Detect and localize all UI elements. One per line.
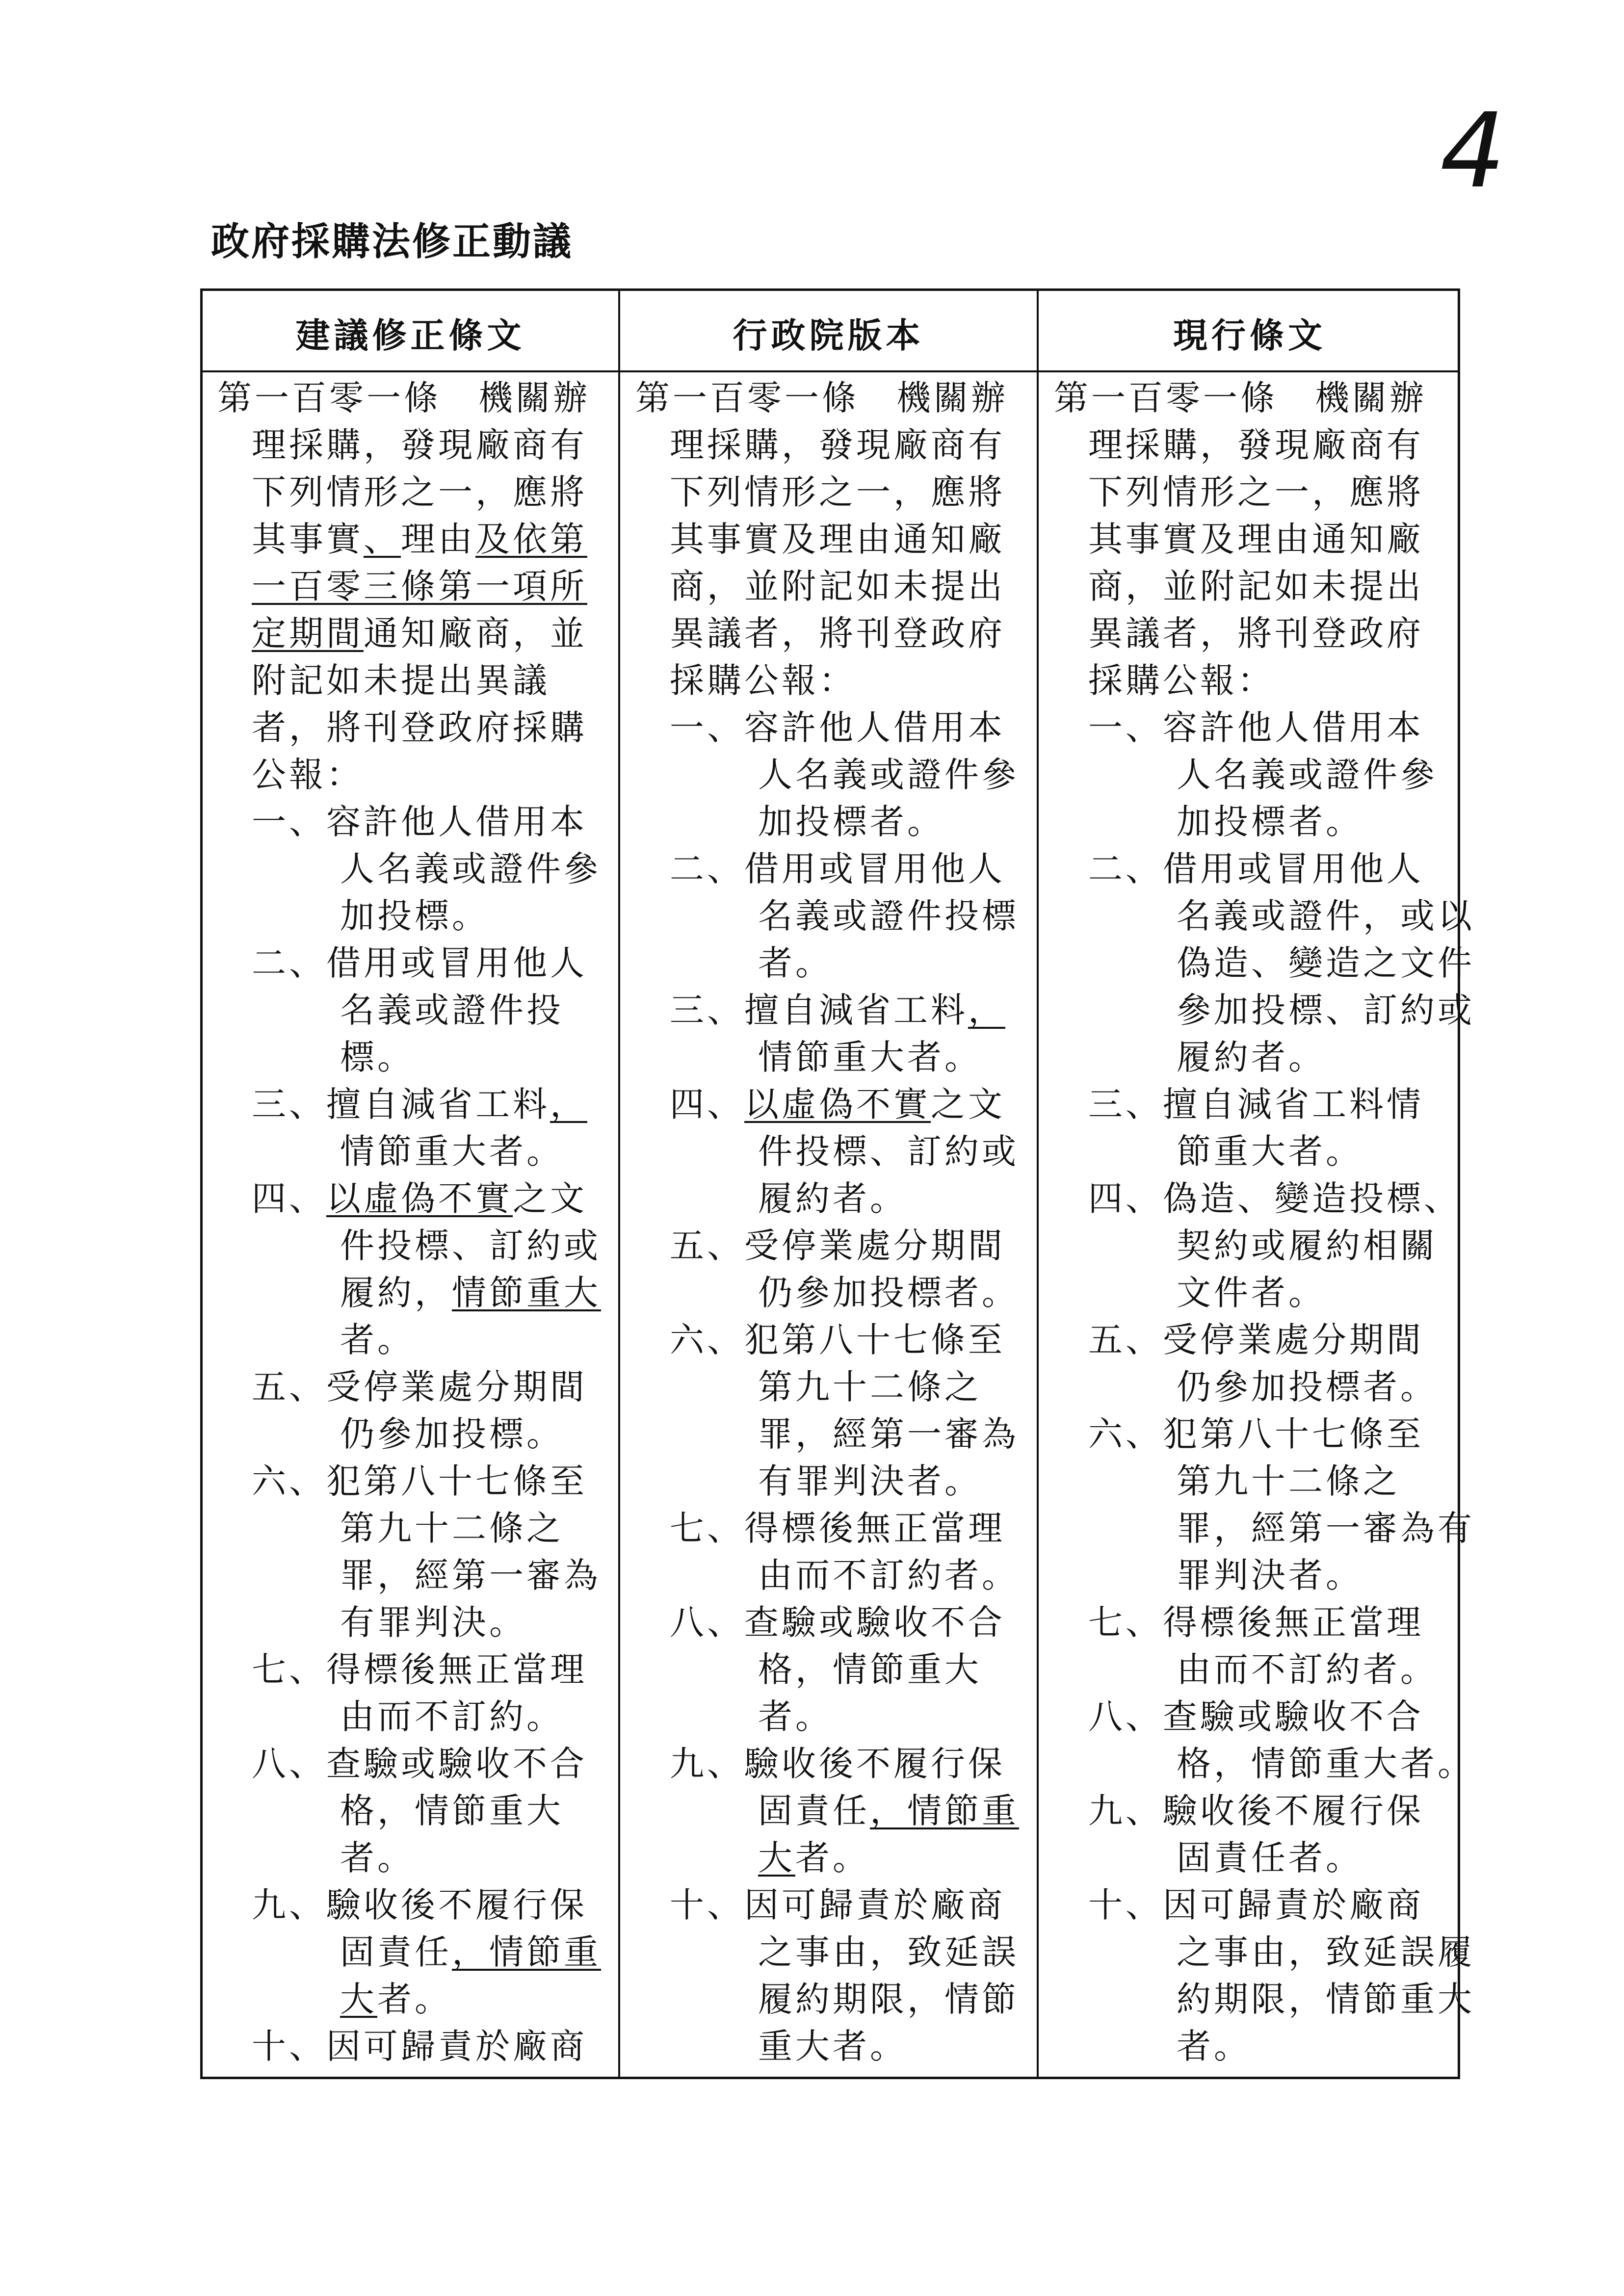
text-segment: 標。	[340, 1037, 415, 1077]
text-segment: 附記如未提出異議	[252, 660, 550, 701]
text-segment: 由而不訂約者。	[1177, 1649, 1438, 1690]
text-segment: 契約或履約相關	[1177, 1226, 1438, 1266]
page-number: 4	[1440, 91, 1506, 211]
text-segment: 加投標。	[340, 896, 489, 936]
text-segment: 情節重大者。	[340, 1131, 564, 1172]
text-segment: 商，並附記如未提出	[670, 566, 1005, 606]
amended-text: ，情節重	[452, 1932, 601, 1972]
article-text-line	[252, 421, 587, 469]
article-text-line	[252, 2023, 587, 2070]
article-text-line	[670, 563, 1005, 610]
article-text-line	[758, 892, 1019, 939]
article-text-line	[252, 1175, 587, 1222]
text-segment: 者。	[795, 1838, 870, 1878]
header-executive-yuan: 行政院版本	[733, 315, 924, 356]
article-text-line	[670, 1222, 1005, 1269]
article-text-line	[252, 563, 587, 610]
article-text-line	[758, 1976, 1019, 2023]
text-segment: 固責任	[340, 1932, 452, 1972]
amended-text: 一百零三條第一項所	[252, 566, 587, 606]
text-segment: 格，情節重大	[340, 1791, 564, 1831]
article-text-line	[340, 1222, 601, 1269]
article-text-line	[758, 1787, 1019, 1834]
text-segment: 理採購，發現廠商有	[252, 425, 587, 465]
text-segment: 三、擅自減省工料	[670, 990, 968, 1030]
comparison-table	[200, 288, 1475, 2079]
article-text-line	[340, 1976, 452, 2023]
article-text-line	[1088, 1175, 1461, 1222]
text-segment: 之文	[931, 1084, 1005, 1124]
article-text-line	[252, 751, 364, 798]
text-segment: 二、借用或冒用他人	[252, 943, 587, 983]
article-text-line	[340, 1505, 564, 1552]
article-text-line	[758, 1363, 982, 1410]
text-segment: 下列情形之一，應將	[670, 472, 1005, 512]
article-text-line	[758, 1929, 1019, 1976]
article-text-line	[670, 610, 1005, 657]
text-segment: 罪，經第一審為	[340, 1555, 601, 1595]
amended-text: 以虛偽不實	[326, 1178, 513, 1219]
article-text-line	[1088, 1693, 1424, 1740]
article-text-line	[1088, 1599, 1424, 1646]
text-segment: 履約者。	[758, 1178, 907, 1219]
text-segment: 第一百零一條 機關辦	[217, 378, 590, 418]
amended-text: 、	[364, 519, 401, 559]
article-text-line	[252, 1363, 587, 1410]
article-text-line	[1088, 1787, 1424, 1834]
article-text-line	[340, 1834, 415, 1881]
header-divider	[203, 370, 1458, 372]
article-text-line	[670, 421, 1005, 469]
article-text-line	[1177, 1505, 1475, 1552]
text-segment: 參加投標、訂約或	[1177, 990, 1475, 1030]
article-text-line	[1177, 1269, 1326, 1316]
article-text-line	[670, 1881, 1005, 1929]
article-text-line	[1177, 1646, 1438, 1693]
article-text-line	[758, 1458, 982, 1505]
article-text-line	[1177, 1222, 1438, 1269]
article-text-line	[670, 704, 1005, 751]
text-segment: 第九十二條之	[340, 1508, 564, 1548]
text-segment: 加投標者。	[758, 802, 944, 842]
article-text-line	[670, 1599, 1005, 1646]
text-segment: 件投標、訂約或	[758, 1131, 1019, 1172]
article-text-line	[758, 939, 833, 987]
text-segment: 之事由，致延誤履	[1177, 1932, 1475, 1972]
text-segment: 偽造、變造之文件	[1177, 943, 1475, 983]
text-segment: 者。	[340, 1320, 415, 1360]
article-text-line	[1088, 1881, 1424, 1929]
article-text-line	[1177, 1458, 1400, 1505]
text-segment: 六、犯第八十七條至	[670, 1320, 1005, 1360]
article-text-line	[1088, 469, 1424, 516]
text-segment: 八、查驗或驗收不合	[670, 1602, 1005, 1643]
header-proposed: 建議修正條文	[295, 315, 525, 356]
article-text-line	[340, 1316, 415, 1363]
text-segment: 二、借用或冒用他人	[670, 849, 1005, 889]
article-text-line	[340, 1410, 564, 1458]
article-text-line	[758, 1175, 907, 1222]
text-segment: 四、偽造、變造投標、	[1088, 1178, 1461, 1219]
article-text-line	[340, 1034, 415, 1081]
article-text-line	[670, 1505, 1005, 1552]
text-segment: 罪判決者。	[1177, 1555, 1363, 1595]
text-segment: 格，情節重大者。	[1177, 1744, 1475, 1784]
article-text-line	[1177, 987, 1475, 1034]
text-segment: 有罪判決。	[340, 1602, 526, 1643]
text-segment: 八、查驗或驗收不合	[252, 1744, 587, 1784]
text-segment: 一、容許他人借用本	[670, 707, 1005, 748]
article-text-line	[1088, 1410, 1424, 1458]
text-segment: 加投標者。	[1177, 802, 1363, 842]
article-text-line	[252, 939, 587, 987]
article-text-line	[758, 1693, 833, 1740]
text-segment: 異議者，將刊登政府	[1088, 613, 1424, 653]
article-text-line	[252, 798, 587, 845]
text-segment: 四、	[252, 1178, 326, 1219]
text-segment: 名義或證件投標	[758, 896, 1019, 936]
amended-text: 大	[340, 1979, 377, 2019]
text-segment: 履約，	[340, 1273, 452, 1313]
text-segment: 有罪判決者。	[758, 1461, 982, 1501]
text-segment: 九、驗收後不履行保	[1088, 1791, 1424, 1831]
text-segment: 仍參加投標者。	[1177, 1367, 1438, 1407]
text-segment: 罪，經第一審為有	[1177, 1508, 1475, 1548]
article-text-line	[252, 469, 587, 516]
article-text-line	[758, 1034, 982, 1081]
article-text-line	[1088, 704, 1424, 751]
article-text-line	[252, 1458, 587, 1505]
text-segment: 格，情節重大	[758, 1649, 982, 1690]
text-segment: 約期限，情節重大	[1177, 1979, 1475, 2019]
text-segment: 異議者，將刊登政府	[670, 613, 1005, 653]
article-text-line	[1177, 892, 1475, 939]
text-segment: 三、擅自減省工料	[252, 1084, 550, 1124]
article-text-line	[340, 1787, 564, 1834]
text-segment: 七、得標後無正當理	[670, 1508, 1005, 1548]
text-segment: 八、查驗或驗收不合	[1088, 1696, 1424, 1737]
article-text-line	[1177, 1363, 1438, 1410]
article-text-line	[1054, 374, 1427, 421]
article-text-line	[340, 845, 601, 892]
text-segment: 第九十二條之	[1177, 1461, 1400, 1501]
article-text-line	[340, 1269, 601, 1316]
text-segment: 十、因可歸責於廠商	[252, 2026, 587, 2066]
article-text-line	[1177, 1034, 1326, 1081]
article-text-line	[1088, 1081, 1424, 1128]
article-text-line	[217, 374, 590, 421]
text-segment: 下列情形之一，應將	[252, 472, 587, 512]
document-title: 政府採購法修正動議	[211, 220, 574, 264]
article-text-line	[340, 1929, 601, 1976]
article-text-line	[340, 1693, 564, 1740]
text-segment: 第一百零一條 機關辦	[635, 378, 1008, 418]
text-segment: 者。	[758, 1696, 833, 1737]
text-segment: 商，並附記如未提出	[1088, 566, 1424, 606]
article-text-line	[670, 845, 1005, 892]
text-segment: 由而不訂約。	[340, 1696, 564, 1737]
article-text-line	[252, 1740, 587, 1787]
article-text-line	[758, 1834, 870, 1881]
article-text-line	[1177, 1834, 1363, 1881]
text-segment: 一、容許他人借用本	[1088, 707, 1424, 748]
article-text-line	[1088, 563, 1424, 610]
text-segment: 通知廠商，並	[364, 613, 587, 653]
column-divider	[618, 291, 620, 2077]
article-text-line	[252, 1646, 587, 1693]
article-text-line	[670, 1316, 1005, 1363]
text-segment: 理採購，發現廠商有	[1088, 425, 1424, 465]
article-text-line	[670, 987, 1005, 1034]
text-segment: 履約期限，情節	[758, 1979, 1019, 2019]
article-text-line	[670, 1740, 1005, 1787]
article-text-line	[1177, 939, 1475, 987]
article-text-line	[252, 704, 587, 751]
article-text-line	[252, 516, 587, 563]
text-segment: 五、受停業處分期間	[670, 1226, 1005, 1266]
amended-text: ，情節重	[870, 1791, 1019, 1831]
article-text-line	[635, 374, 1008, 421]
article-text-line	[670, 469, 1005, 516]
text-segment: 採購公報：	[670, 660, 856, 701]
text-segment: 固責任	[758, 1791, 870, 1831]
amended-text: 大	[758, 1838, 795, 1878]
article-text-line	[1177, 798, 1363, 845]
article-text-line	[340, 1552, 601, 1599]
text-segment: 固責任者。	[1177, 1838, 1363, 1878]
article-text-line	[340, 987, 564, 1034]
amended-text: ，	[968, 990, 1005, 1030]
column-divider	[1037, 291, 1039, 2077]
article-text-line	[670, 657, 856, 704]
text-segment: 履約者。	[1177, 1037, 1326, 1077]
article-text-line	[252, 1081, 587, 1128]
text-segment: 仍參加投標者。	[758, 1273, 1019, 1313]
text-segment: 第九十二條之	[758, 1367, 982, 1407]
text-segment: 人名義或證件參	[758, 755, 1019, 795]
text-segment: 之事由，致延誤	[758, 1932, 1019, 1972]
text-segment: 十、因可歸責於廠商	[1088, 1885, 1424, 1925]
text-segment: 理由	[401, 519, 475, 559]
article-text-line	[670, 516, 1005, 563]
text-segment: 五、受停業處分期間	[252, 1367, 587, 1407]
text-segment: 人名義或證件參	[1177, 755, 1438, 795]
text-segment: 節重大者。	[1177, 1131, 1363, 1172]
text-segment: 名義或證件，或以	[1177, 896, 1475, 936]
article-text-line	[340, 892, 489, 939]
text-segment: 七、得標後無正當理	[252, 1649, 587, 1690]
text-segment: 件投標、訂約或	[340, 1226, 601, 1266]
text-segment: 名義或證件投	[340, 990, 564, 1030]
text-segment: 者。	[758, 943, 833, 983]
text-segment: 五、受停業處分期間	[1088, 1320, 1424, 1360]
article-text-line	[758, 1128, 1019, 1175]
article-text-line	[1177, 1740, 1475, 1787]
article-text-line	[1088, 1316, 1424, 1363]
article-text-line	[1177, 1976, 1475, 2023]
text-segment: 六、犯第八十七條至	[252, 1461, 587, 1501]
article-text-line	[1088, 657, 1275, 704]
article-text-line	[1177, 1128, 1363, 1175]
text-segment: 下列情形之一，應將	[1088, 472, 1424, 512]
text-segment: 者。	[340, 1838, 415, 1878]
article-text-line	[758, 1646, 982, 1693]
article-text-line	[670, 1081, 1005, 1128]
amended-text: 以虛偽不實	[744, 1084, 931, 1124]
article-text-line	[1177, 2023, 1251, 2070]
text-segment: 公報：	[252, 755, 364, 795]
article-text-line	[252, 1881, 587, 1929]
amended-text: 及依第	[475, 519, 587, 559]
article-text-line	[1088, 845, 1424, 892]
article-text-line	[340, 1599, 526, 1646]
text-segment: 之文	[513, 1178, 587, 1219]
text-segment: 罪，經第一審為	[758, 1414, 1019, 1454]
text-segment: 者，將刊登政府採購	[252, 707, 587, 748]
article-text-line	[758, 751, 1019, 798]
text-segment: 其事實及理由通知廠	[670, 519, 1005, 559]
article-text-line	[340, 1128, 564, 1175]
text-segment: 十、因可歸責於廠商	[670, 1885, 1005, 1925]
text-segment: 其事實	[252, 519, 364, 559]
article-text-line	[758, 1410, 1019, 1458]
article-text-line	[758, 1552, 1019, 1599]
text-segment: 二、借用或冒用他人	[1088, 849, 1424, 889]
article-text-line	[1088, 516, 1424, 563]
article-text-line	[758, 2023, 907, 2070]
text-segment: 一、容許他人借用本	[252, 802, 587, 842]
article-text-line	[252, 610, 587, 657]
text-segment: 由而不訂約者。	[758, 1555, 1019, 1595]
article-text-line	[252, 657, 550, 704]
text-segment: 理採購，發現廠商有	[670, 425, 1005, 465]
article-text-line	[1177, 1552, 1363, 1599]
text-segment: 第一百零一條 機關辦	[1054, 378, 1427, 418]
article-text-line	[758, 798, 944, 845]
article-text-line	[1088, 421, 1424, 469]
article-text-line	[1177, 1929, 1475, 1976]
amended-text: ，	[550, 1084, 587, 1124]
article-text-line	[758, 1269, 1019, 1316]
text-segment: 七、得標後無正當理	[1088, 1602, 1424, 1643]
text-segment: 採購公報：	[1088, 660, 1275, 701]
article-text-line	[1177, 751, 1438, 798]
text-segment: 四、	[670, 1084, 744, 1124]
text-segment: 人名義或證件參	[340, 849, 601, 889]
article-text-line	[1088, 610, 1424, 657]
text-segment: 仍參加投標。	[340, 1414, 564, 1454]
text-segment: 重大者。	[758, 2026, 907, 2066]
text-segment: 三、擅自減省工料情	[1088, 1084, 1424, 1124]
amended-text: 情節重大	[452, 1273, 601, 1313]
text-segment: 六、犯第八十七條至	[1088, 1414, 1424, 1454]
amended-text: 定期間	[252, 613, 364, 653]
header-current: 現行條文	[1173, 315, 1326, 356]
text-segment: 九、驗收後不履行保	[670, 1744, 1005, 1784]
text-segment: 者。	[1177, 2026, 1251, 2066]
text-segment: 情節重大者。	[758, 1037, 982, 1077]
text-segment: 者。	[377, 1979, 452, 2019]
text-segment: 其事實及理由通知廠	[1088, 519, 1424, 559]
text-segment: 九、驗收後不履行保	[252, 1885, 587, 1925]
text-segment: 文件者。	[1177, 1273, 1326, 1313]
